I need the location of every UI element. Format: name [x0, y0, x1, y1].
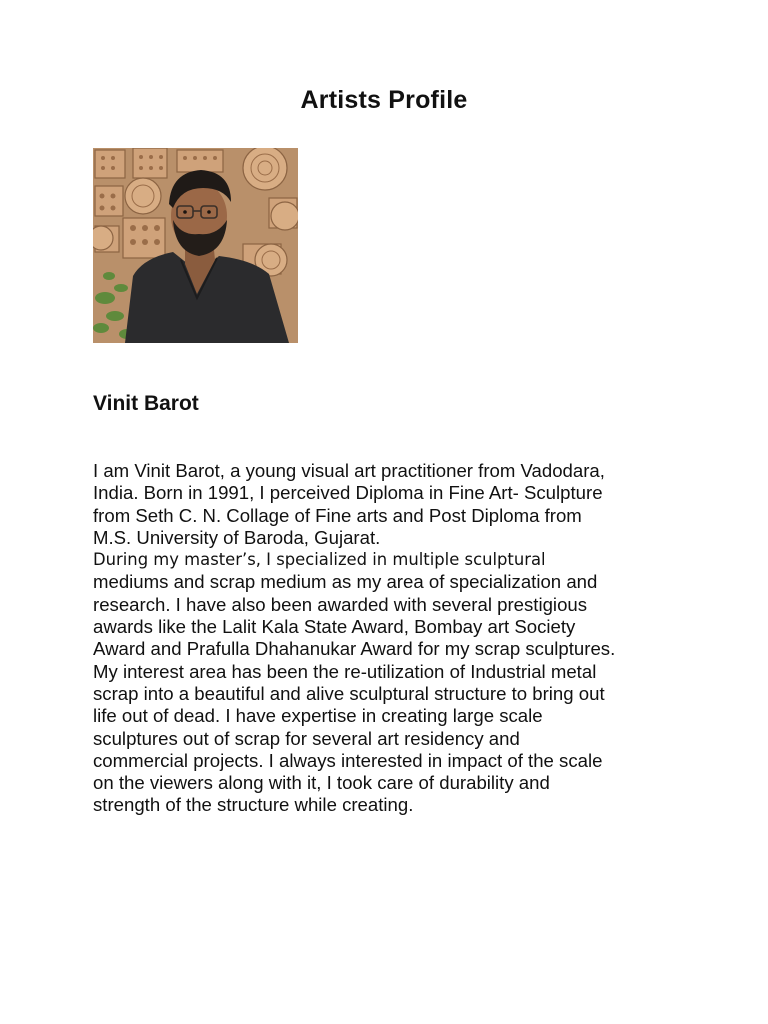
bio-line: awards like the Lalit Kala State Award, Bombay art Society — [93, 616, 576, 638]
page-title: Artists Profile — [300, 86, 468, 114]
artist-portrait-icon — [93, 148, 298, 343]
bio-line: commercial projects. I always interested in impact of the scale — [93, 749, 603, 771]
bio-line: Award and Prafulla Dhahanukar Award for my scrap sculptures. — [93, 638, 616, 660]
bio-line: life out of dead. I have expertise in creating large scale — [93, 705, 543, 727]
artist-photo — [93, 148, 298, 343]
bio-line: India. Born in 1991, I perceived Diploma in Fine Art- Sculpture — [93, 482, 603, 504]
bio-line: During my master’s, I specialized in multiple sculptural — [93, 550, 546, 570]
artist-name: Vinit Barot — [93, 392, 199, 415]
bio-line: strength of the structure while creating. — [93, 794, 414, 816]
bio-line: I am Vinit Barot, a young visual art practitioner from Vadodara, — [93, 460, 605, 481]
bio-line: My interest area has been the re-utilization of Industrial metal — [93, 660, 597, 682]
bio-line: mediums and scrap medium as my area of specialization and — [93, 571, 598, 593]
bio-line: M.S. University of Baroda, Gujarat. — [93, 526, 381, 548]
bio-line: scrap into a beautiful and alive sculptural structure to bring out — [93, 682, 605, 704]
bio-line: research. I have also been awarded with several prestigious — [93, 593, 588, 615]
bio-line: on the viewers along with it, I took care of durability and — [93, 772, 550, 794]
bio-line: from Seth C. N. Collage of Fine arts and Post Diploma from — [93, 504, 582, 526]
bio-paragraph — [93, 460, 693, 817]
bio-line: sculptures out of scrap for several art residency and — [93, 727, 520, 749]
